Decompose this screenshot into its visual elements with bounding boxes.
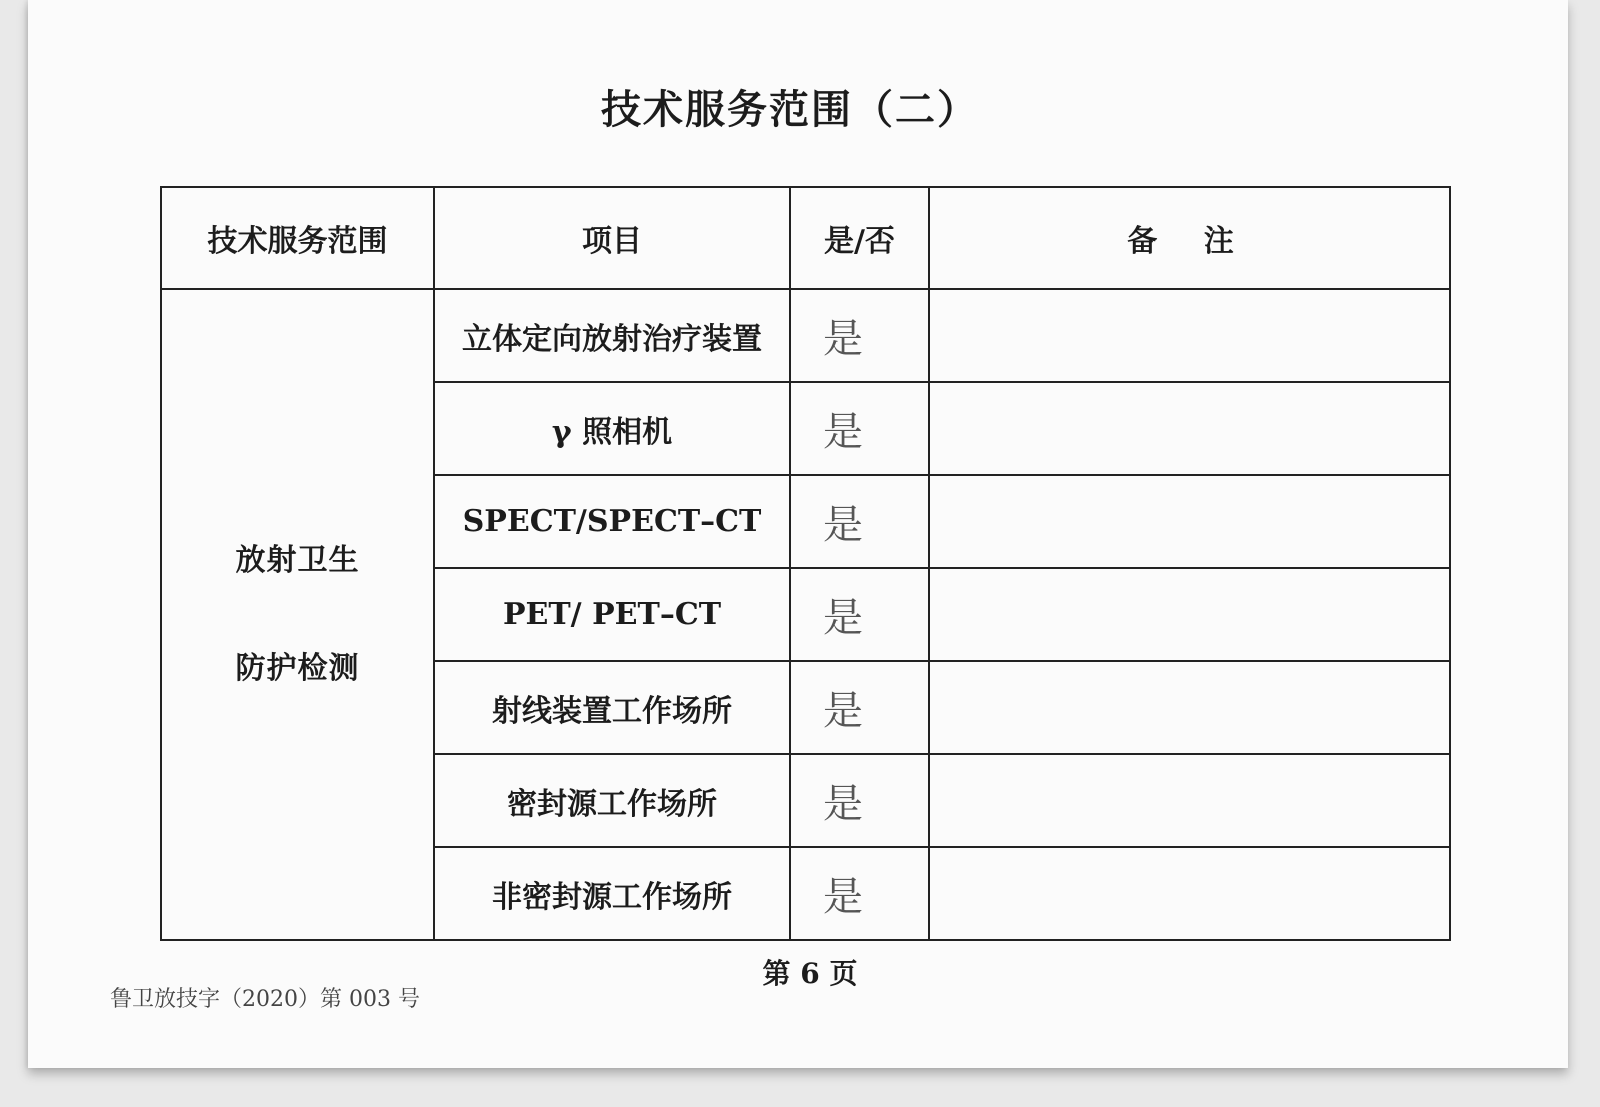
category-cell (161, 289, 434, 940)
note-cell (929, 382, 1450, 475)
yes-no-cell: 是 (790, 568, 929, 661)
table-row (161, 289, 1450, 382)
table-header-row (161, 187, 1450, 289)
note-cell (929, 754, 1450, 847)
document-title: 技术服务范围（二） (601, 86, 979, 133)
note-cell (929, 289, 1450, 382)
yes-no-cell: 是 (790, 847, 929, 940)
item-cell: 立体定向放射治疗装置 (434, 289, 790, 382)
header-note: 备 注 (929, 187, 1450, 289)
item-cell: SPECT/SPECT–CT (434, 475, 790, 568)
page-number: 第 6 页 (762, 957, 858, 990)
note-cell (929, 568, 1450, 661)
header-item: 项目 (434, 187, 790, 289)
item-cell: γ 照相机 (434, 382, 790, 475)
note-cell (929, 475, 1450, 568)
note-cell (929, 661, 1450, 754)
note-cell (929, 847, 1450, 940)
header-scope: 技术服务范围 (161, 187, 434, 289)
document-reference-number: 鲁卫放技字（2020）第 003 号 (110, 987, 420, 1012)
yes-no-cell: 是 (790, 289, 929, 382)
item-cell: PET/ PET–CT (434, 568, 790, 661)
item-cell: 射线装置工作场所 (434, 661, 790, 754)
category-line: 防护检测 (235, 650, 360, 686)
yes-no-cell: 是 (790, 661, 929, 754)
yes-no-cell: 是 (790, 382, 929, 475)
header-yes-no: 是/否 (790, 187, 929, 289)
yes-no-cell: 是 (790, 754, 929, 847)
item-cell: 非密封源工作场所 (434, 847, 790, 940)
service-scope-table (160, 186, 1451, 941)
item-cell: 密封源工作场所 (434, 754, 790, 847)
yes-no-cell: 是 (790, 475, 929, 568)
category-line: 放射卫生 (235, 542, 360, 578)
